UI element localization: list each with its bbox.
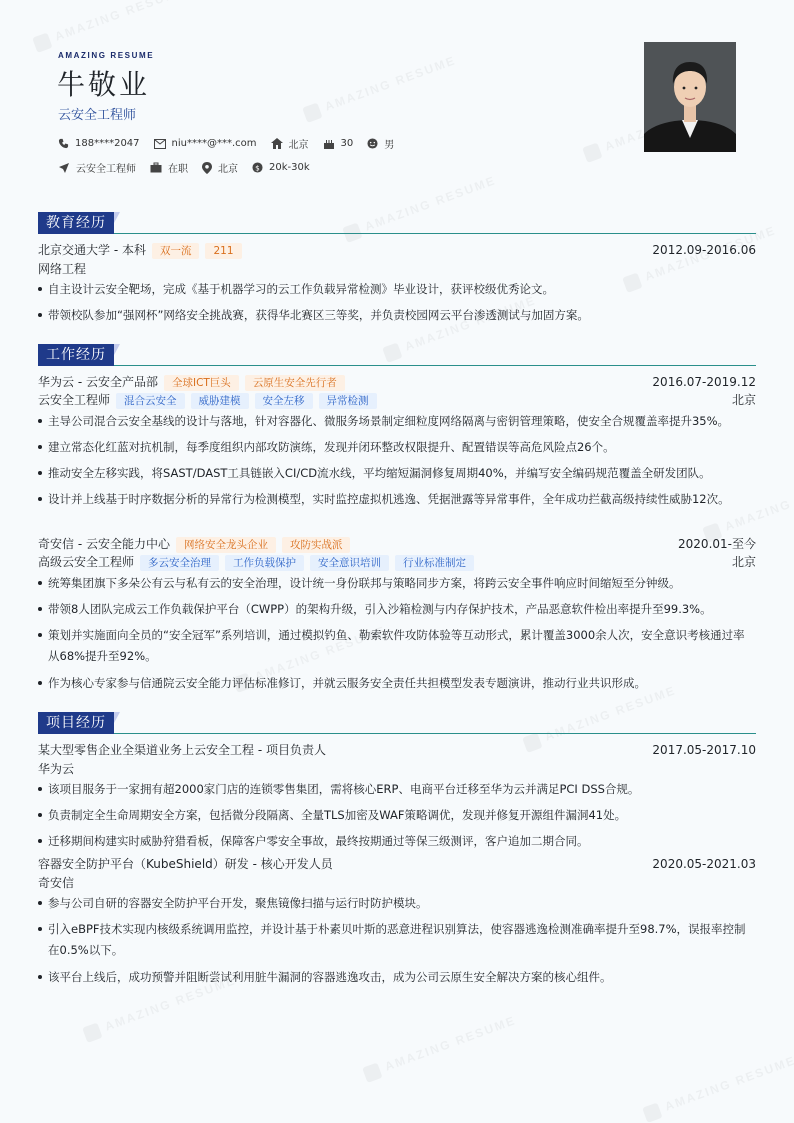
project-title: 某大型零售企业全渠道业务上云安全工程 - 项目负责人	[38, 743, 326, 757]
section-projects-header	[38, 712, 756, 736]
watermark	[302, 53, 458, 123]
target-role-item: 云安全工程师	[58, 160, 136, 175]
company-name: 华为云 - 云安全产品部	[38, 375, 158, 389]
skill-tag: 异常检测	[319, 393, 377, 409]
school-tag: 双一流	[152, 243, 200, 259]
company-tag: 云原生安全先行者	[245, 375, 345, 391]
money-icon	[252, 162, 263, 173]
project-org: 华为云	[38, 762, 75, 776]
watermark	[32, 0, 188, 53]
work-role-row	[38, 392, 756, 409]
major-row	[38, 261, 756, 278]
role-name: 云安全工程师	[38, 393, 111, 407]
project-org-row	[38, 761, 756, 778]
role-name: 高级云安全工程师	[38, 555, 135, 569]
intent-row	[58, 160, 324, 175]
work-location: 北京	[731, 555, 756, 569]
list-item: 负责制定全生命周期安全方案，包括微分段隔离、全量TLS加密及WAF策略调优，发现并修复开源组件漏洞41处。	[38, 805, 750, 826]
mail-icon	[154, 139, 166, 149]
list-item: 引入eBPF技术实现内核级系统调用监控，并设计基于朴素贝叶斯的恶意进程识别算法，使容器逃逸检测准确率提升至98.7%，误报率控制在0.5%以下。	[38, 919, 750, 961]
education-period: 2012.09-2016.06	[652, 243, 756, 257]
list-item: 推动安全左移实践，将SAST/DAST工具链嵌入CI/CD流水线，平均缩短漏洞修复周期40%，并编写安全编码规范覆盖全研发团队。	[38, 463, 750, 484]
project-period: 2017.05-2017.10	[652, 743, 756, 757]
skill-tag: 行业标准制定	[395, 555, 474, 571]
gender-item: 男	[367, 136, 394, 151]
work-company-row	[38, 374, 756, 391]
status-item: 在职	[150, 160, 188, 175]
company-tag: 攻防实战派	[282, 537, 351, 553]
section-title: 项目经历	[38, 712, 114, 734]
work-location: 北京	[731, 393, 756, 407]
list-item: 该项目服务于一家拥有超2000家门店的连锁零售集团，需将核心ERP、电商平台迁移至华为云并满足PCI DSS合规。	[38, 779, 750, 800]
work-role-row	[38, 554, 756, 571]
school-tag: 211	[205, 243, 241, 259]
section-divider	[38, 233, 756, 234]
section-work-header	[38, 344, 756, 368]
education-header-row	[38, 242, 756, 259]
profile-photo	[644, 42, 736, 152]
skill-tag: 多云安全治理	[140, 555, 219, 571]
briefcase-icon	[150, 162, 162, 173]
cake-icon	[323, 138, 335, 149]
work-period: 2020.01-至今	[678, 537, 756, 551]
watermark	[642, 1053, 794, 1123]
age-item: 30	[323, 138, 354, 149]
list-item: 策划并实施面向全员的“安全冠军”系列培训，通过模拟钓鱼、勒索软件攻防体验等互动形式，累计覆盖3000余人次，安全意识考核通过率从68%提升至92%。	[38, 625, 750, 667]
company-tag: 全球ICT巨头	[164, 375, 239, 391]
school-name: 北京交通大学 - 本科	[38, 243, 146, 257]
list-item: 带领校队参加“强网杯”网络安全挑战赛，获得华北赛区三等奖，并负责校园网云平台渗透测试与加固方案。	[38, 305, 750, 326]
skill-tag: 安全意识培训	[310, 555, 389, 571]
list-item: 带领8人团队完成云工作负载保护平台（CWPP）的架构升级，引入沙箱检测与内存保护技术，产品恶意软件检出率提升至99.3%。	[38, 599, 750, 620]
phone-icon	[58, 138, 69, 149]
project-period: 2020.05-2021.03	[652, 857, 756, 871]
list-item: 该平台上线后，成功预警并阻断尝试利用脏牛漏洞的容器逃逸攻击，成为公司云原生安全解决方案的核心组件。	[38, 967, 750, 988]
list-item: 建立常态化红蓝对抗机制，每季度组织内部攻防演练，发现并闭环整改权限提升、配置错误等高危风险点26个。	[38, 437, 750, 458]
candidate-name: 牛敬业	[57, 68, 151, 101]
portrait-image	[644, 42, 736, 152]
section-divider	[38, 733, 756, 734]
project-header-row	[38, 742, 756, 759]
company-tag: 网络安全龙头企业	[176, 537, 276, 553]
watermark	[362, 1013, 518, 1083]
target-city-item: 北京	[202, 160, 238, 175]
location-pin-icon	[202, 162, 212, 174]
skill-tag: 安全左移	[255, 393, 313, 409]
project-header-row	[38, 856, 756, 873]
skill-tag: 工作负载保护	[225, 555, 304, 571]
brand-label: AMAZING RESUME	[58, 51, 155, 60]
email-item: niu****@***.com	[154, 138, 257, 149]
phone-item: 188****2047	[58, 138, 140, 149]
work-period: 2016.07-2019.12	[652, 375, 756, 389]
list-item: 设计并上线基于时序数据分析的异常行为检测模型，实时监控虚拟机逃逸、凭据泄露等异常事件，全年成功拦截高级持续性威胁12次。	[38, 489, 750, 510]
list-item: 作为核心专家参与信通院云安全能力评估标准修订，并就云服务安全责任共担模型发表专题演讲，推动行业共识形成。	[38, 673, 750, 694]
face-icon	[367, 138, 378, 149]
city-item: 北京	[271, 136, 309, 151]
list-item: 统筹集团旗下多朵公有云与私有云的安全治理，设计统一身份联邦与策略同步方案，将跨云安全事件响应时间缩短至分钟级。	[38, 573, 750, 594]
work-company-row	[38, 536, 756, 553]
list-item: 主导公司混合云安全基线的设计与落地，针对容器化、微服务场景制定细粒度网络隔离与密钥管理策略，使安全合规覆盖率提升35%。	[38, 411, 750, 432]
company-name: 奇安信 - 云安全能力中心	[38, 537, 170, 551]
home-icon	[271, 138, 283, 149]
section-title: 教育经历	[38, 212, 114, 234]
salary-item: $ 20k-30k	[252, 162, 310, 173]
section-title: 工作经历	[38, 344, 114, 366]
send-icon	[58, 162, 70, 174]
major: 网络工程	[38, 262, 87, 276]
list-item: 参与公司自研的容器安全防护平台开发，聚焦镜像扫描与运行时防护模块。	[38, 893, 750, 914]
contact-row	[58, 136, 408, 151]
skill-tag: 威胁建模	[191, 393, 249, 409]
project-org: 奇安信	[38, 876, 75, 890]
svg-text:$: $	[255, 163, 260, 173]
list-item: 自主设计云安全靶场，完成《基于机器学习的云工作负载异常检测》毕业设计，获评校级优秀论文。	[38, 279, 750, 300]
section-divider	[38, 365, 756, 366]
skill-tag: 混合云安全	[116, 393, 185, 409]
section-education-header	[38, 212, 756, 236]
job-title: 云安全工程师	[58, 108, 137, 123]
list-item: 迁移期间构建实时威胁狩猎看板，保障客户零安全事故，最终按期通过等保三级测评，客户追加二期合同。	[38, 831, 750, 852]
project-org-row	[38, 875, 756, 892]
project-title: 容器安全防护平台（KubeShield）研发 - 核心开发人员	[38, 857, 333, 871]
